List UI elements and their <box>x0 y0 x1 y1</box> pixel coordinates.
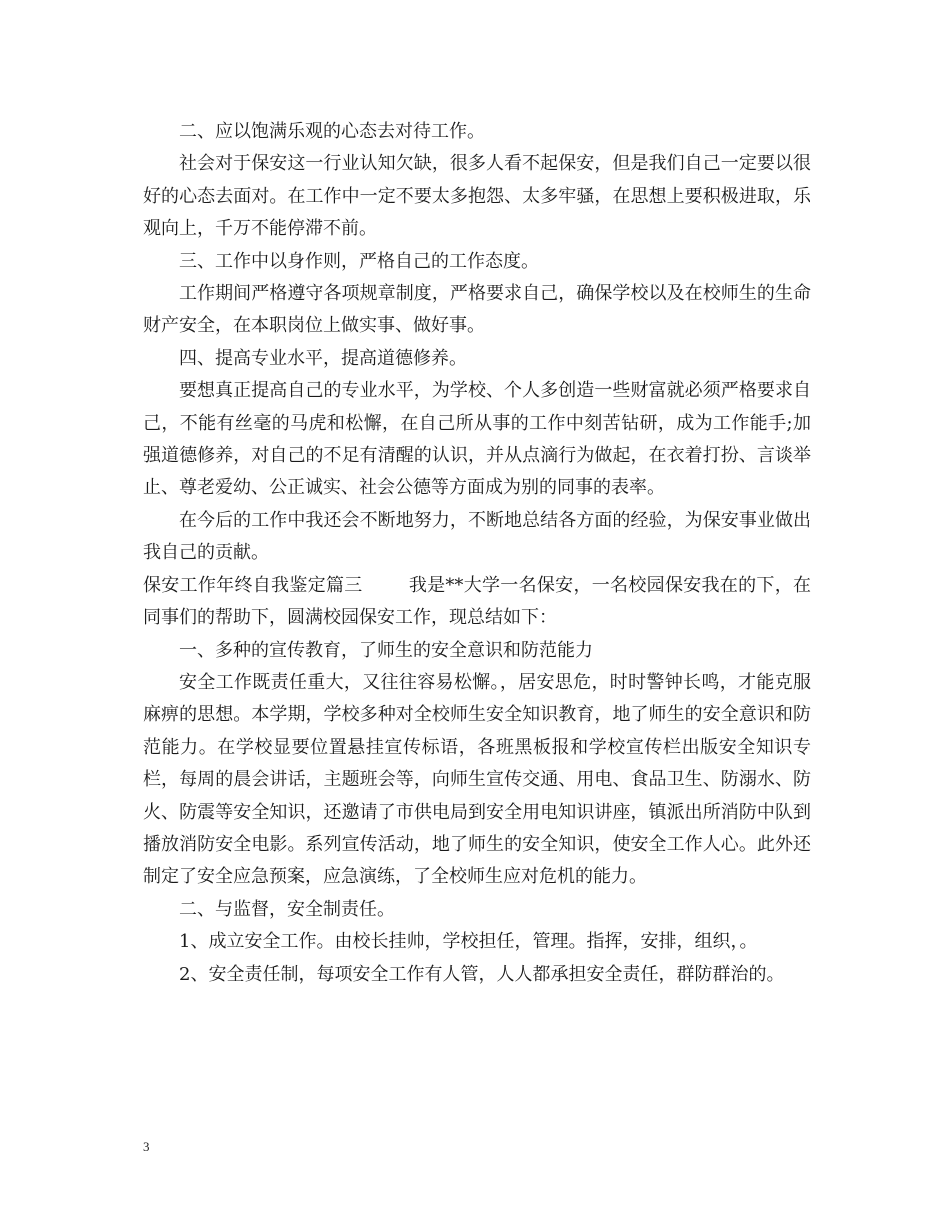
section-title: 保安工作年终自我鉴定篇三 <box>143 574 363 596</box>
paragraph-safety-education: 安全工作既责任重大，又往往容易松懈。，居安思危，时时警钟长鸣，才能克服麻痹的思想。本学期，学校多种对全校师生安全知识教育，地了师生的安全意识和防范能力。在学校显要位置悬挂宣传标语，各班黑板报和学校宣传栏出版安全知识专栏，每周的晨会讲话，主题班会等，向师生宣传交通、用电、食品卫生、防溺水、防火、防震等安全知识，还邀请了市供电局到安全用电知识讲座，镇派出所消防中队到播放消防安全电影。系列宣传活动，地了师生的安全知识，使安全工作人心。此外还制定了安全应急预案，应急演练，了全校师生应对危机的能力。 <box>143 671 811 888</box>
heading-optimistic-attitude: 二、应以饱满乐观的心态去对待工作。 <box>179 121 485 142</box>
list-item-2: 2、安全责任制，每项安全工作有人管，人人都承担安全责任，群防群治的。 <box>179 963 785 985</box>
heading-supervision: 二、与监督，安全制责任。 <box>179 898 395 920</box>
document-page <box>143 116 811 991</box>
section-intro: 我是**大学一名保安，一名校园保安我在的下，在同事们的帮助下，圆满校园保安工作，现总结如下： <box>143 574 811 629</box>
paragraph-attitude: 社会对于保安这一行业认知欠缺，很多人看不起保安，但是我们自己一定要以很好的心态去面对。在工作中一定不要太多抱怨、太多牢骚，在思想上要积极进取，乐观向上，千万不能停滞不前。 <box>143 153 811 240</box>
section-three-block <box>143 570 811 635</box>
list-item-1: 1、成立安全工作。由校长挂帅，学校担任，管理。指挥，安排，组织，。 <box>179 931 758 953</box>
paragraph-rules: 工作期间严格遵守各项规章制度，严格要求自己，确保学校以及在校师生的生命财产安全，在本职岗位上做实事、做好事。 <box>143 283 811 337</box>
heading-lead-by-example: 三、工作中以身作则，严格自己的工作态度。 <box>179 250 539 272</box>
heading-professional-level: 四、提高专业水平，提高道德修养。 <box>179 347 467 369</box>
paragraph-professional: 要想真正提高自己的专业水平，为学校、个人多创造一些财富就必须严格要求自己，不能有丝毫的马虎和松懈，在自己所从事的工作中刻苦钻研，成为工作能手;加强道德修养，对自己的不足有清醒的认识，并从点滴行为做起，在衣着打扮、言谈举止、尊老爱幼、公正诚实、社会公德等方面成为别的同事的表率。 <box>143 380 811 499</box>
paragraph-future: 在今后的工作中我还会不断地努力，不断地总结各方面的经验，为保安事业做出我自己的贡献。 <box>143 509 811 564</box>
heading-publicity-education: 一、多种的宣传教育，了师生的安全意识和防范能力 <box>179 639 593 661</box>
page-number: 3 <box>143 1139 150 1154</box>
